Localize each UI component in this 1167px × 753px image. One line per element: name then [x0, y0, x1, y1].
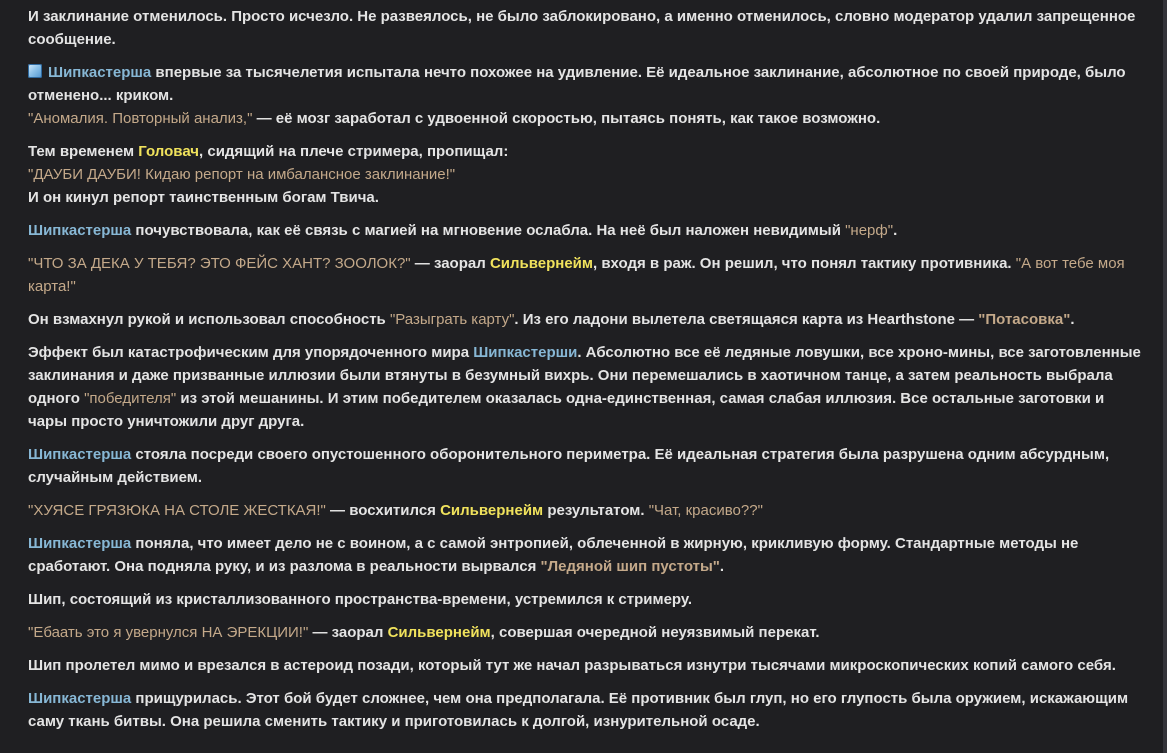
narration-text: Он взмахнул рукой и использовал способность: [28, 311, 390, 328]
character-name: Сильвернейм: [387, 624, 491, 641]
character-name-shipkasterša: Шипкастерша: [28, 222, 132, 239]
narration-text: Эффект был катастрофическим для упорядоченного мира: [28, 344, 474, 361]
narration-text: , входя в раж. Он решил, что понял тактику противника.: [593, 255, 1016, 272]
narration-text: . Из его ладони вылетела светящаяся карта из Hearthstone —: [514, 311, 979, 328]
character-name-shipkasterša: Шипкастерши: [473, 344, 578, 361]
story-paragraph: [28, 588, 1143, 611]
narration-text: из этой мешанины. И этим победителем оказалась одна-единственная, самая слабая иллюзия. Все остальные заготовки и чары просто уничтожили друг друга.: [28, 390, 1105, 430]
narration-text: — заорал: [410, 255, 490, 272]
narration-text: результатом.: [543, 502, 649, 519]
story-paragraph: [28, 61, 1143, 107]
narration-text: — заорал: [308, 624, 388, 641]
story-paragraph: [28, 140, 1143, 163]
narration-text: .: [1070, 311, 1075, 328]
quoted-speech: "Ледяной шип пустоты": [540, 558, 720, 575]
character-name-shipkasterša: Шипкастерша: [48, 64, 152, 81]
quoted-speech: "Ебаать это я увернулся НА ЭРЕКЦИИ!": [28, 624, 309, 641]
character-name-shipkasterša: Шипкастерша: [28, 535, 132, 552]
story-paragraph: [28, 107, 1143, 130]
character-name-shipkasterša: Шипкастерша: [28, 446, 132, 463]
quoted-speech: "победителя": [84, 390, 177, 407]
story-paragraph: [28, 654, 1143, 677]
character-name: Сильвернейм: [440, 502, 544, 519]
narration-text: почувствовала, как её связь с магией на мгновение ослабла. На неё был наложен невидимый: [131, 222, 846, 239]
quoted-speech: "ДАУБИ ДАУБИ! Кидаю репорт на имбалансное заклинание!": [28, 166, 456, 183]
narration-text: поняла, что имеет дело не с воином, а с самой энтропией, облеченной в жирную, крикливую форму. Стандартные методы не сработают. Она подняла руку, и из разлома в реальности вырвался: [28, 535, 1079, 575]
story-paragraph: [28, 532, 1143, 578]
narration-text: Шип, состоящий из кристаллизованного пространства-времени, устремился к стримеру.: [28, 591, 693, 608]
narration-text: — восхитился: [325, 502, 441, 519]
narration-text: стояла посреди своего опустошенного оборонительного периметра. Её идеальная стратегия была разрушена одним абсурдным, случайным действием.: [28, 446, 1110, 486]
quoted-speech: "Разыграть карту": [389, 311, 515, 328]
narration-text: Шип пролетел мимо и врезался в астероид позади, который тут же начал разрываться изнутри тысячами микроскопических копий самого себя.: [28, 657, 1116, 674]
narration-text: И он кинул репорт таинственным богам Твича.: [28, 189, 379, 206]
quoted-speech: "Чат, красиво??": [648, 502, 763, 519]
story-paragraph: [28, 499, 1143, 522]
story-paragraph: [28, 163, 1143, 186]
story-paragraph: [28, 252, 1143, 298]
narration-text: .: [719, 558, 725, 575]
character-name: Сильвернейм: [489, 255, 593, 272]
quoted-speech: "ЧТО ЗА ДЕКА У ТЕБЯ? ЭТО ФЕЙС ХАНТ? ЗООЛОК?": [28, 255, 411, 272]
story-paragraph: [28, 5, 1143, 51]
story-paragraph: [28, 219, 1143, 242]
narration-text: , сидящий на плече стримера, пропищал:: [199, 143, 509, 160]
narration-text: Тем временем: [28, 143, 139, 160]
quoted-speech: "А вот тебе моя карта!": [28, 255, 1125, 295]
narration-text: И заклинание отменилось. Просто исчезло. Не развеялось, не было заблокировано, а именно отменилось, словно модератор удалил запрещенное сообщение.: [28, 8, 1136, 48]
narration-text: .: [893, 222, 898, 239]
character-name: Головач: [138, 143, 200, 160]
story-paragraph: [28, 308, 1143, 331]
quoted-speech: "Аномалия. Повторный анализ,": [28, 110, 253, 127]
narration-text: прищурилась. Этот бой будет сложнее, чем она предполагала. Её противник был глуп, но его глупость была оружием, искажающим саму ткань битвы. Она решила сменить тактику и приготовилась к долгой, изнурительной осаде.: [28, 690, 1129, 730]
story-paragraph: [28, 341, 1143, 433]
character-name-shipkasterša: Шипкастерша: [28, 690, 132, 707]
story-paragraph: [28, 687, 1143, 733]
narration-text: — её мозг заработал с удвоенной скоростью, пытаясь понять, как такое возможно.: [252, 110, 881, 127]
quoted-speech: "Потасовка": [978, 311, 1071, 328]
story-paragraph: [28, 186, 1143, 209]
ice-cube-icon: [28, 64, 42, 78]
quoted-speech: "нерф": [845, 222, 894, 239]
narration-text: впервые за тысячелетия испытала нечто похожее на удивление. Её идеальное заклинание, абсолютное по своей природе, было отменено... криком.: [28, 64, 1126, 104]
narration-text: . Абсолютно все её ледяные ловушки, все хроно-мины, все заготовленные заклинания и даже призванные иллюзии были втянуты в безумный вихрь. Они перемешались в хаотичном танце, а затем реальность выбрала одного: [28, 344, 1141, 407]
story-paragraph: [28, 443, 1143, 489]
story-paragraph: [28, 621, 1143, 644]
quoted-speech: "ХУЯСЕ ГРЯЗЮКА НА СТОЛЕ ЖЕСТКАЯ!": [28, 502, 326, 519]
narration-text: , совершая очередной неуязвимый перекат.: [490, 624, 820, 641]
